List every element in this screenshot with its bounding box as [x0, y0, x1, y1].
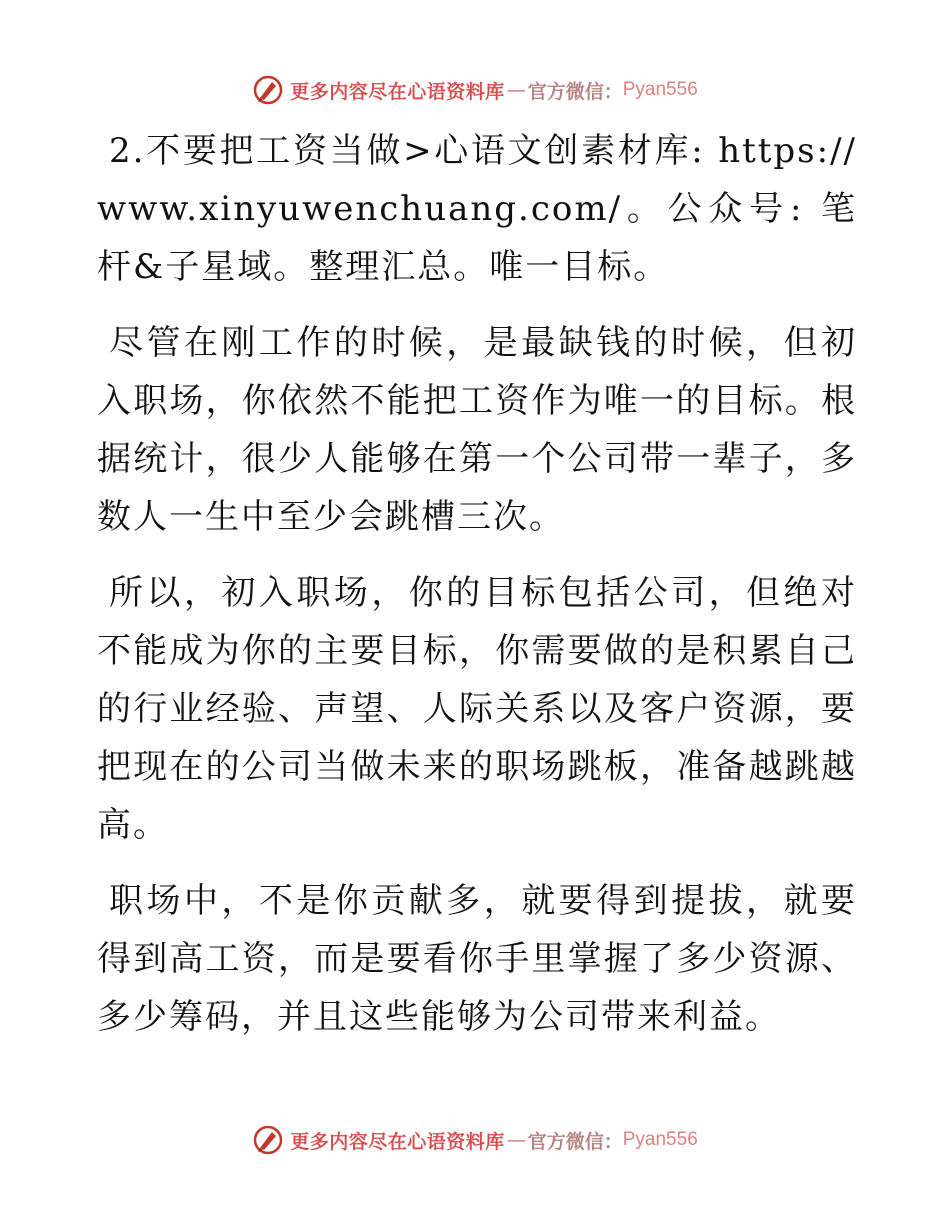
footer-brand-text: 更多内容尽在心语资料库	[290, 1130, 505, 1153]
header-watermark	[0, 70, 950, 110]
pen-logo-icon	[252, 74, 284, 106]
footer-wechat-label: 官方微信：	[527, 1130, 623, 1153]
paragraph-3: 所以，初入职场，你的目标包括公司，但绝对不能成为你的主要目标，你需要做的是积累自己的行业经验、声望、人际关系以及客户资源，要把现在的公司当做未来的职场跳板，准备越跳越高。	[97, 573, 857, 845]
header-wechat-label: 官方微信：	[527, 80, 623, 103]
footer-wechat-id: Pyan556	[622, 1129, 698, 1150]
document-body	[97, 122, 857, 1064]
header-dash: —	[506, 79, 526, 101]
header-wechat-id: Pyan556	[622, 79, 698, 100]
paragraph-2: 尽管在刚工作的时候，是最缺钱的时候，但初入职场，你依然不能把工资作为唯一的目标。根据统计，很少人能够在第一个公司带一辈子，多数人一生中至少会跳槽三次。	[97, 323, 857, 537]
paragraph-4: 职场中，不是你贡献多，就要得到提拔，就要得到高工资，而是要看你手里掌握了多少资源、多少筹码，并且这些能够为公司带来利益。	[97, 881, 857, 1037]
footer-dash: —	[506, 1129, 526, 1151]
pen-logo-icon	[252, 1124, 284, 1156]
footer-watermark	[0, 1120, 950, 1160]
header-brand-text: 更多内容尽在心语资料库	[290, 80, 505, 103]
paragraph-1: 2.不要把工资当做>心语文创素材库: https://www.xinyuwenchuang.com/。公众号: 笔杆&子星域。整理汇总。唯一目标。	[97, 131, 857, 287]
